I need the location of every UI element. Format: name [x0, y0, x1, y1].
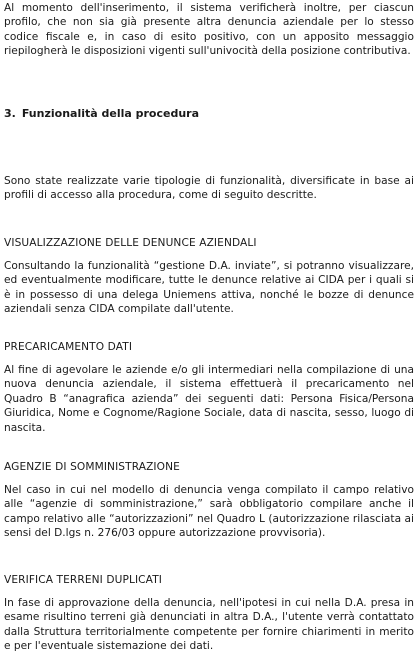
section-heading: [4, 107, 199, 121]
subsection-title: VERIFICA TERRENI DUPLICATI: [4, 574, 162, 586]
subsection-title: VISUALIZZAZIONE DELLE DENUNCE AZIENDALI: [4, 237, 257, 249]
subsection-title: AGENZIE DI SOMMINISTRAZIONE: [4, 461, 180, 473]
subsection-text: Nel caso in cui nel modello di denuncia venga compilato il campo relativo alle “agenzie di somministrazione,” sarà obbligatorio compilare anche il campo relativo alle “autorizzazioni” nel Quadro L (autorizzazione rilasciata ai sensi del D.lgs n. 276/03 oppure autorizzazione provvisoria).: [4, 484, 414, 540]
subsection-text: In fase di approvazione della denuncia, nell'ipotesi in cui nella D.A. presa in esame risultino terreni già denunciati in altra D.A., l'utente verrà contattato dalla Struttura territorialmente competente per fornire chiarimenti in merito e per l'eventuale sistemazione dei dati.: [4, 597, 414, 653]
subsection-title: PRECARICAMENTO DATI: [4, 341, 133, 353]
subsection-text: Al fine di agevolare le aziende e/o gli intermediari nella compilazione di una nuova denuncia aziendale, il sistema effettuerà il precaricamento nel Quadro B “anagrafica azienda” dei seguenti dati: Persona Fisica/Persona Giuridica, Nome e Cognome/Ragione Sociale, data di nascita, sesso, luogo di nascita.: [4, 364, 414, 434]
subsection-text: Consultando la funzionalità “gestione D.A. inviate”, si potranno visualizzare, ed eventualmente modificare, tutte le denunce relative ai CIDA per i quali si è in possesso di una delega Uniemens attiva, nonché le bozze di denunce aziendali senza CIDA compilate dall'utente.: [4, 260, 414, 316]
subsection-visualizzazione: [4, 236, 414, 317]
subsection-precaricamento: [4, 340, 414, 435]
section-description: Sono state realizzate varie tipologie di funzionalità, diversificate in base ai profili di accesso alla procedura, come di seguito descritte.: [4, 175, 414, 202]
intro-paragraph: Al momento dell'inserimento, il sistema verificherà inoltre, per ciascun profilo, che non sia già presente altra denuncia aziendale per lo stesso codice fiscale e, in caso di esito positivo, con un apposito messaggio riepilogherà le disposizioni vigenti sull'univocità della posizione contributiva.: [4, 2, 414, 58]
section-number: 3.: [4, 107, 16, 120]
section-title: Funzionalità della procedura: [21, 107, 200, 120]
subsection-verifica-terreni: [4, 573, 414, 654]
subsection-agenzie: [4, 460, 414, 541]
